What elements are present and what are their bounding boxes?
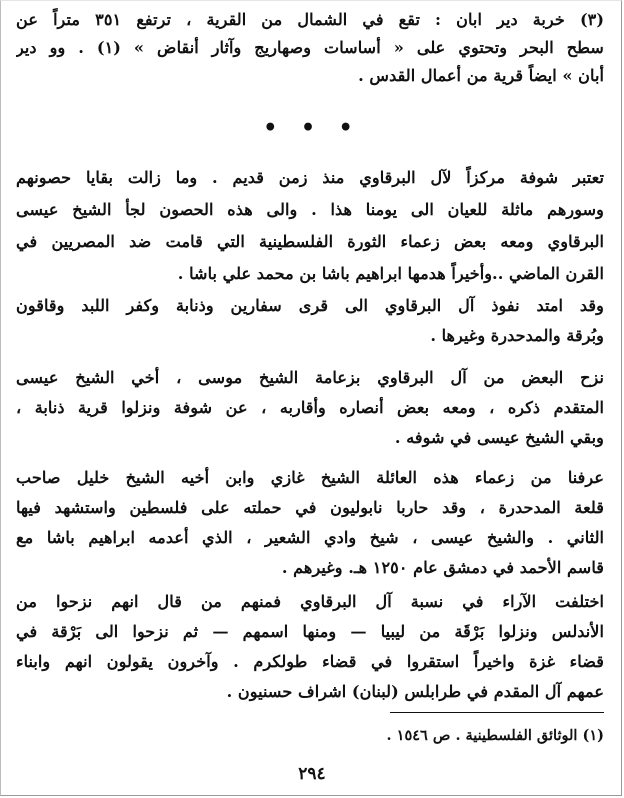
text-line: قضاء غزة واخيراً استقروا في قضاء طولكرم . وآخرون يقولون انهم وابناء bbox=[16, 652, 604, 671]
text-line: نزح البعض من آل البرقاوي بزعامة الشيخ موسى ، أخي الشيخ عيسى bbox=[16, 368, 604, 387]
section-separator: • • • bbox=[263, 115, 361, 141]
text-line: وبقي الشيخ عيسى في شوفه . bbox=[394, 428, 604, 447]
text-line: قاسم الأحمد في دمشق عام ١٢٥٠ هـ. وغيرهم . bbox=[281, 558, 604, 577]
text-line: (٣) خربة دير ابان : تقع في الشمال من القرية ، ترتفع ٣٥١ متراً عن bbox=[16, 10, 604, 29]
text-line: اختلفت الآراء في نسبة آل البرقاوي فمنهم من قال انهم نزحوا من bbox=[16, 592, 604, 611]
text-line: عرفنا من زعماء هذه العائلة الشيخ غازي وابن أخيه الشيخ خليل صاحب bbox=[16, 468, 604, 487]
text-line: وسورهم ماثلة للعيان الى يومنا هذا . والى هذه الحصون لجأ الشيخ عيسى bbox=[16, 200, 604, 219]
text-line: الأندلس ونزلوا بَرْقَة من ليبيا — ومنها اسمهم — ثم نزحوا الى بَرْقة في bbox=[16, 622, 604, 641]
text-line: قلعة المدحدرة ، وقد حاربا نابوليون في حملته على فلسطين واستشهد فيها bbox=[16, 498, 604, 517]
text-line: القرن الماضي ..وأخيراً هدمها ابراهيم باشا بن محمد علي باشا . bbox=[177, 264, 604, 283]
text-line: سطح البحر وتحتوي على « أساسات وصهاريج وآثار أنقاض » (١) . وو دير bbox=[16, 38, 604, 57]
text-line: وقد امتد نفوذ آل البرقاوي الى قرى سفارين وذنابة وكفر اللبد وقاقون bbox=[16, 296, 604, 315]
text-line: عمهم آل المقدم في طرابلس (لبنان) اشراف حسنيون . bbox=[226, 682, 604, 701]
text-line: وبُرقة والمدحدرة وغيرها . bbox=[430, 326, 604, 345]
text-line: الثاني . والشيخ عيسى ، شيخ وادي الشعير ، الذي أعدمه ابراهيم باشا مع bbox=[16, 528, 604, 547]
page-number: ٢٩٤ bbox=[298, 764, 326, 784]
text-line: البرقاوي ومعه بعض زعماء الثورة الفلسطينية التي قامت ضد المصريين في bbox=[16, 232, 604, 251]
text-line: تعتبر شوفة مركزاً لآل البرقاوي منذ زمن قديم . وما زالت بقايا حصونهم bbox=[16, 168, 604, 187]
text-line: أبان » ايضاً قرية من أعمال القدس . bbox=[358, 66, 604, 85]
footnote-rule bbox=[390, 712, 604, 713]
text-line: المتقدم ذكره ، ومعه بعض أنصاره وأقاربه ، عن شوفة ونزلوا قرية ذنابة ، bbox=[16, 398, 604, 417]
footnote: (١) الوثائق الفلسطينية . ص ١٥٤٦ . bbox=[386, 727, 604, 744]
